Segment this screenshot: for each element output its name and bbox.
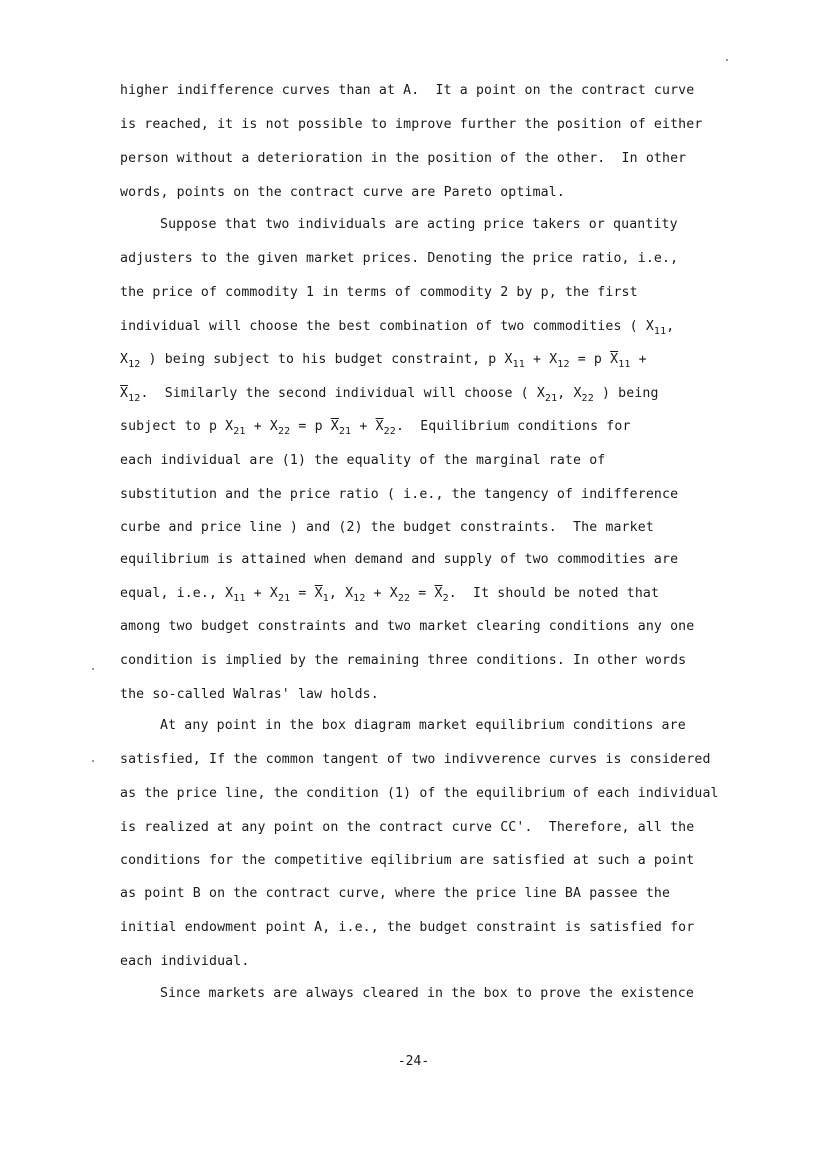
text-line-9-budget-constraint: $X_{12}$ ) being subject to his budget constraint, p $X_{11} + X_{12} = p$ $\overline{X}_{11}$ + [120,352,655,370]
paragraph-4-first-line: Since markets are always cleared in the box to prove the existence [160,986,694,1001]
text-line-4: words, points on the contract curve are Pareto optimal. [120,185,565,200]
text-line-6: adjusters to the given market prices. Denoting the price ratio, i.e., [120,251,679,266]
paragraph-2-first-line: Suppose that two individuals are acting price takers or quantity [160,217,678,232]
text-line-26: initial endowment point A, i.e., the budget constraint is satisfied for [120,920,695,935]
text-line-13: substitution and the price ratio ( i.e., the tangency of indifference [120,487,679,502]
text-line-23: is realized at any point on the contract curve CC'. Therefore, all the [120,820,695,835]
scan-speck [92,668,94,670]
text-line-24: conditions for the competitive eqilibrium are satisfied at such a point [120,853,695,868]
text-line-22: as the price line, the condition (1) of the equilibrium of each individual [120,786,719,801]
paragraph-3-first-line: At any point in the box diagram market equilibrium conditions are [160,718,686,733]
text-line-8: individual will choose the best combination of two commodities ( $X_{11}$, [120,319,675,337]
text-line-27: each individual. [120,954,250,969]
text-line-14: curbe and price line ) and (2) the budget constraints. The market [120,520,654,535]
text-line-1: higher indifference curves than at A. It a point on the contract curve [120,83,695,98]
text-line-11: subject to p $X_{21} + X_{22} = p$ $\overline{X}_{21} + \overline{X}_{22}$. Equilibrium conditions for [120,419,631,437]
text-line-10: $\overline{X}_{12}$. Similarly the second individual will choose ( $X_{21}$, $X_{22}$ ) being [120,386,659,404]
text-line-19: the so-called Walras' law holds. [120,687,379,702]
text-line-25: as point B on the contract curve, where the price line BA passee the [120,886,671,901]
text-line-7: the price of commodity 1 in terms of commodity 2 by p, the first [120,285,638,300]
text-line-15: equilibrium is attained when demand and supply of two commodities are [120,552,679,567]
text-line-2: is reached, it is not possible to improve further the position of either [120,117,703,132]
text-line-16-market-clearing: equal, i.e., $X_{11} + X_{21} = \overline{X}_1$, $X_{12} + X_{22} = \overline{X}_2$. It should be noted that [120,586,660,604]
text-line-12: each individual are (1) the equality of the marginal rate of [120,453,606,468]
scan-speck [92,760,94,762]
text-line-21: satisfied, If the common tangent of two indivverence curves is considered [120,752,711,767]
text-line-3: person without a deterioration in the position of the other. In other [120,151,687,166]
text-line-17: among two budget constraints and two market clearing conditions any one [120,619,695,634]
page-number: -24- [397,1054,430,1069]
scan-speck [726,59,728,61]
text-line-18: condition is implied by the remaining three conditions. In other words [120,653,687,668]
